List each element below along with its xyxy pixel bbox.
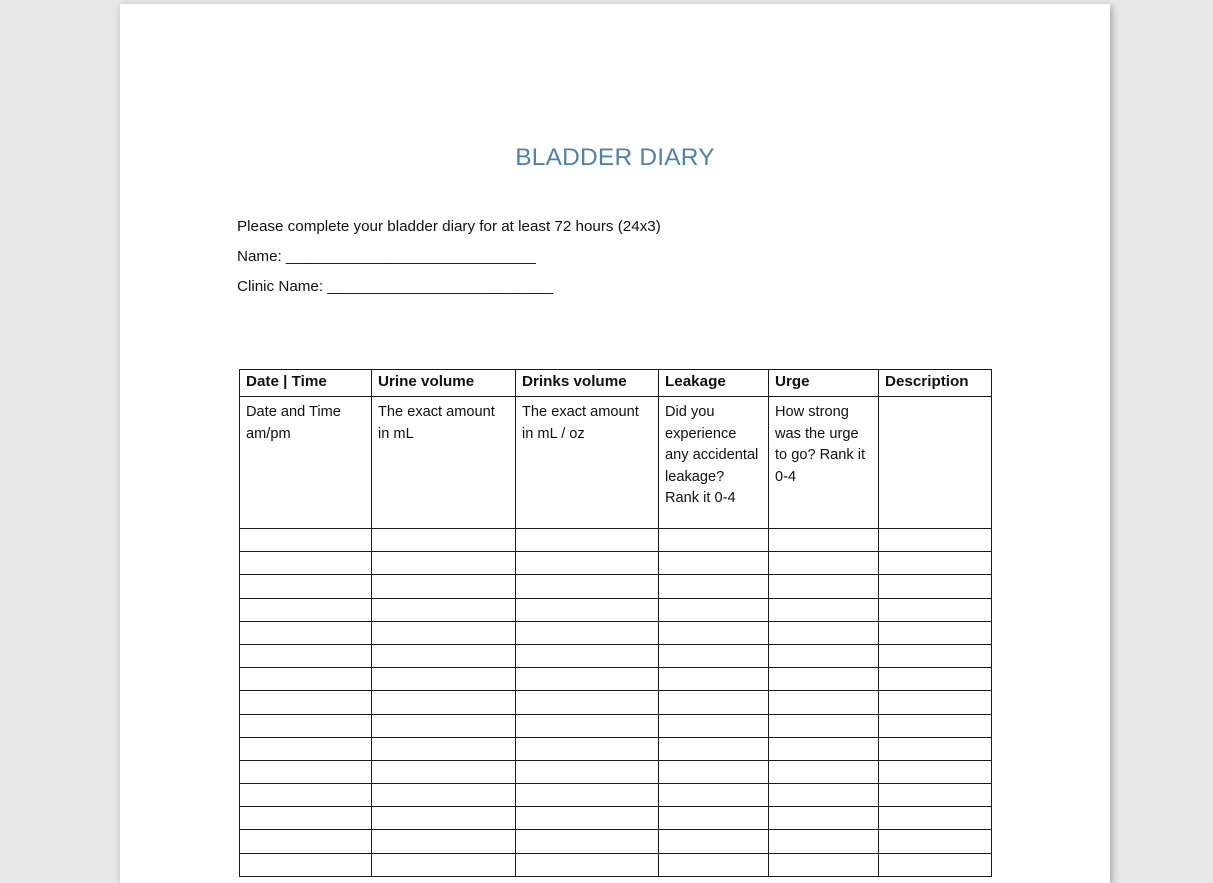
table-row (240, 529, 992, 552)
entry-cell[interactable] (879, 784, 992, 807)
entry-cell[interactable] (240, 644, 372, 667)
table-description-row (240, 397, 992, 529)
column-header-1: Urine volume (372, 370, 516, 397)
entry-cell[interactable] (516, 644, 659, 667)
entry-cell[interactable] (240, 853, 372, 876)
page-title: BLADDER DIARY (515, 144, 715, 171)
entry-cell[interactable] (659, 575, 769, 598)
entry-cell[interactable] (372, 621, 516, 644)
entry-cell[interactable] (372, 807, 516, 830)
entry-cell[interactable] (240, 621, 372, 644)
entry-cell[interactable] (879, 714, 992, 737)
description-cell-3: Did you experience any accidental leakage? Rank it 0-4 (659, 397, 769, 529)
entry-cell[interactable] (769, 621, 879, 644)
description-cell-5 (879, 397, 992, 529)
entry-cell[interactable] (516, 691, 659, 714)
column-header-2: Drinks volume (516, 370, 659, 397)
entry-cell[interactable] (659, 529, 769, 552)
entry-cell[interactable] (240, 760, 372, 783)
entry-cell[interactable] (879, 807, 992, 830)
entry-cell[interactable] (659, 644, 769, 667)
entry-cell[interactable] (240, 691, 372, 714)
entry-cell[interactable] (659, 853, 769, 876)
entry-cell[interactable] (516, 529, 659, 552)
description-cell-2: The exact amount in mL / oz (516, 397, 659, 529)
entry-cell[interactable] (372, 552, 516, 575)
entry-cell[interactable] (769, 760, 879, 783)
name-blank-rule[interactable]: _______________________________ (285, 248, 536, 266)
entry-cell[interactable] (659, 552, 769, 575)
description-cell-0: Date and Time am/pm (240, 397, 372, 529)
entry-cell[interactable] (372, 598, 516, 621)
entry-cell[interactable] (372, 644, 516, 667)
entry-cell[interactable] (879, 621, 992, 644)
entry-cell[interactable] (240, 784, 372, 807)
entry-cell[interactable] (372, 575, 516, 598)
entry-cell[interactable] (240, 737, 372, 760)
entry-cell[interactable] (769, 714, 879, 737)
column-header-3: Leakage (659, 370, 769, 397)
clinic-name-label: Clinic Name: (237, 278, 324, 296)
entry-cell[interactable] (659, 598, 769, 621)
description-cell-4: How strong was the urge to go? Rank it 0-4 (769, 397, 879, 529)
entry-cell[interactable] (879, 575, 992, 598)
entry-cell[interactable] (769, 737, 879, 760)
entry-cell[interactable] (372, 668, 516, 691)
entry-cell[interactable] (372, 529, 516, 552)
entry-cell[interactable] (769, 552, 879, 575)
bladder-diary-table (239, 369, 992, 877)
entry-cell[interactable] (516, 714, 659, 737)
instruction-text: Please complete your bladder diary for at least 72 hours (24x3) (237, 218, 661, 235)
intro-block (237, 219, 1057, 310)
table-row (240, 598, 992, 621)
entry-cell[interactable] (769, 830, 879, 853)
name-label: Name: (237, 248, 282, 266)
entry-cell[interactable] (240, 807, 372, 830)
entry-cell[interactable] (516, 807, 659, 830)
entry-cell[interactable] (516, 784, 659, 807)
entry-cell[interactable] (879, 644, 992, 667)
entry-cell[interactable] (769, 807, 879, 830)
entry-cell[interactable] (659, 760, 769, 783)
entry-cell[interactable] (240, 830, 372, 853)
entry-cell[interactable] (240, 668, 372, 691)
table-row (240, 621, 992, 644)
entry-cell[interactable] (769, 644, 879, 667)
table-row (240, 760, 992, 783)
clinic-name-blank-rule[interactable]: ____________________________ (327, 278, 553, 296)
entry-cell[interactable] (516, 737, 659, 760)
table-row (240, 737, 992, 760)
table-row (240, 853, 992, 876)
entry-cell[interactable] (659, 737, 769, 760)
entry-cell[interactable] (769, 853, 879, 876)
entry-cell[interactable] (769, 575, 879, 598)
entry-cell[interactable] (659, 830, 769, 853)
entry-cell[interactable] (240, 529, 372, 552)
clinic-name-field-line (237, 279, 1057, 294)
entry-cell[interactable] (516, 853, 659, 876)
entry-cell[interactable] (879, 691, 992, 714)
entry-cell[interactable] (516, 598, 659, 621)
entry-cell[interactable] (659, 714, 769, 737)
entry-cell[interactable] (516, 760, 659, 783)
entry-cell[interactable] (879, 830, 992, 853)
entry-cell[interactable] (240, 552, 372, 575)
entry-cell[interactable] (769, 529, 879, 552)
entry-cell[interactable] (769, 691, 879, 714)
table-row (240, 552, 992, 575)
column-header-0: Date | Time (240, 370, 372, 397)
entry-cell[interactable] (659, 784, 769, 807)
entry-cell[interactable] (516, 668, 659, 691)
entry-cell[interactable] (372, 691, 516, 714)
entry-cell[interactable] (372, 760, 516, 783)
table-row (240, 830, 992, 853)
table-body (240, 397, 992, 877)
entry-cell[interactable] (372, 737, 516, 760)
entry-cell[interactable] (372, 853, 516, 876)
entry-cell[interactable] (659, 807, 769, 830)
entry-cell[interactable] (240, 714, 372, 737)
table-row (240, 691, 992, 714)
table-row (240, 807, 992, 830)
entry-cell[interactable] (516, 621, 659, 644)
entry-cell[interactable] (769, 598, 879, 621)
entry-cell[interactable] (372, 784, 516, 807)
entry-cell[interactable] (240, 598, 372, 621)
table-row (240, 714, 992, 737)
table-row (240, 575, 992, 598)
entry-cell[interactable] (769, 784, 879, 807)
column-header-5: Description (879, 370, 992, 397)
entry-cell[interactable] (879, 598, 992, 621)
entry-cell[interactable] (879, 552, 992, 575)
entry-cell[interactable] (516, 575, 659, 598)
description-cell-1: The exact amount in mL (372, 397, 516, 529)
entry-cell[interactable] (516, 552, 659, 575)
column-header-4: Urge (769, 370, 879, 397)
table-header (240, 370, 992, 397)
entry-cell[interactable] (659, 668, 769, 691)
table-header-row (240, 370, 992, 397)
entry-cell[interactable] (372, 714, 516, 737)
entry-cell[interactable] (879, 760, 992, 783)
entry-cell[interactable] (769, 668, 879, 691)
entry-cell[interactable] (240, 575, 372, 598)
entry-cell[interactable] (372, 830, 516, 853)
table-row (240, 668, 992, 691)
entry-cell[interactable] (659, 621, 769, 644)
entry-cell[interactable] (516, 830, 659, 853)
name-field-line (237, 249, 1057, 264)
entry-cell[interactable] (659, 691, 769, 714)
entry-cell[interactable] (879, 529, 992, 552)
document-page (120, 4, 1110, 883)
table-row (240, 644, 992, 667)
entry-cell[interactable] (879, 853, 992, 876)
table-row (240, 784, 992, 807)
entry-cell[interactable] (879, 737, 992, 760)
entry-cell[interactable] (879, 668, 992, 691)
